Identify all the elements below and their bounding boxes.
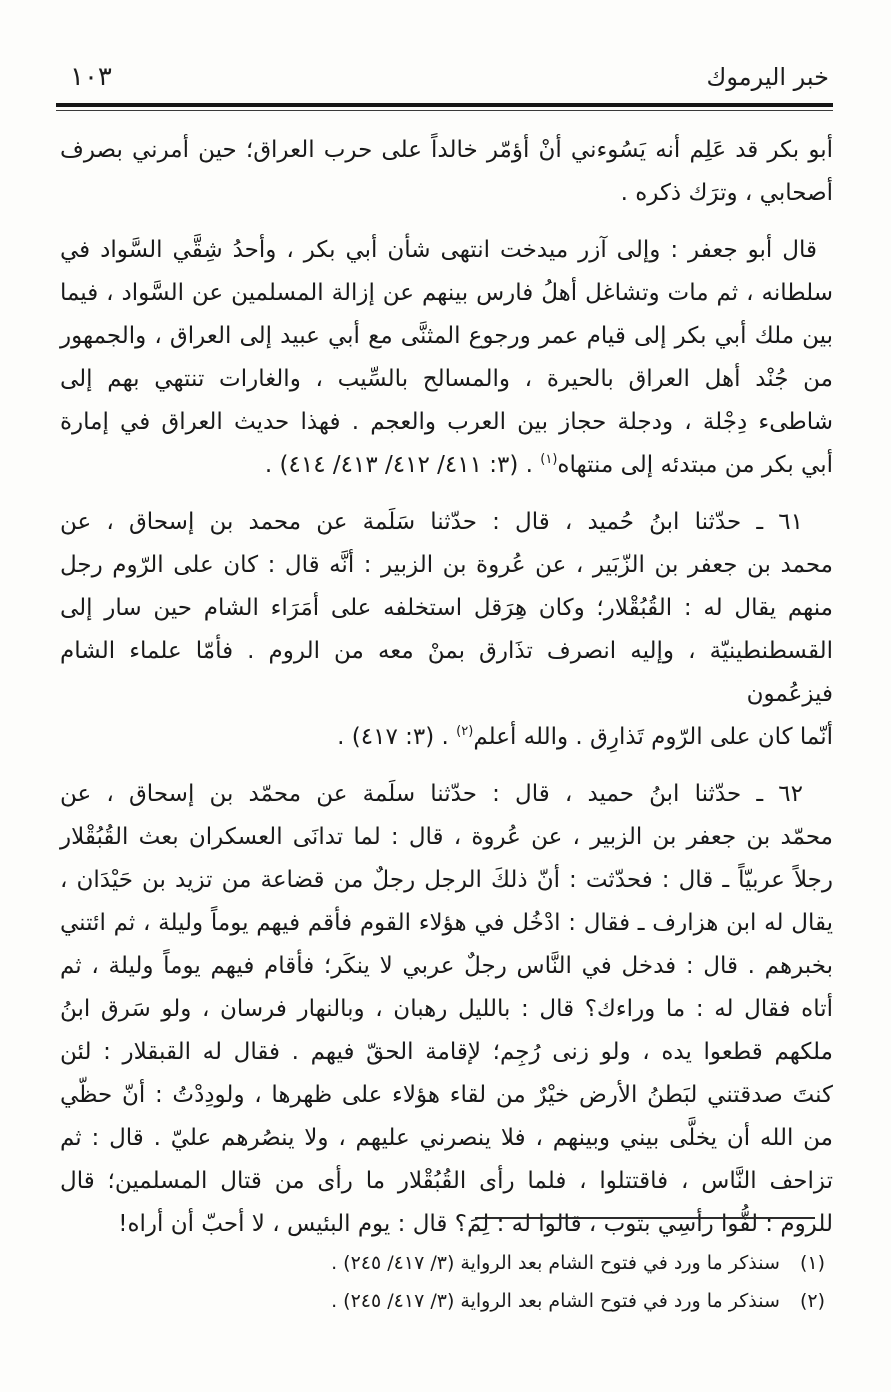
footnote-item: [330, 1244, 825, 1282]
page-header: [70, 62, 829, 92]
text-line: أبي بكر من مبتدئه إلى منتهاه$^{(١)}$ . (٣: ٤١١/ ٤١٢/ ٤١٣/ ٤١٤) .: [264, 452, 833, 478]
text-line: ملكهم قطعوا يده ، ولو زنى رُجِم؛ لإقامة الحقّ فيهم . فقال له القبقلار : لئن: [60, 1039, 833, 1065]
footnote-separator: [475, 1217, 815, 1219]
text-line: أتاه فقال له : ما وراءك؟ قال : بالليل رهبان ، وبالنهار فرسان ، ولو سَرق ابنُ: [60, 996, 833, 1022]
header-rule: [56, 103, 833, 111]
footnote-marker: (١): [799, 1252, 825, 1274]
text-line: من الله أن يخلَّى بيني وبينهم ، فلا ينصرني عليهم ، ولا ينصُرهم عليّ . قال : ثم: [60, 1125, 833, 1151]
text-line: شاطىء دِجْلة ، ودجلة حجاز بين العرب والعجم . فهذا حديث العراق في إمارة: [60, 409, 833, 435]
text-line: يقال له ابن هزارف ـ فقال : ادْخُل في هؤلاء القوم فأقم فيهم يوماً وليلة ، ثم ائتني: [60, 910, 833, 936]
body-text: [60, 129, 833, 1246]
text-line: محمّد بن جعفر بن الزبير ، عن عُروة ، قال : لما تدانَى العسكران بعث القُبُقْلار: [60, 824, 833, 850]
text-line: ٦٢ ـ حدّثنا ابنُ حميد ، قال : حدّثنا سلَمة عن محمّد بن إسحاق ، عن: [60, 781, 803, 807]
text-line: للروم : لفُّوا رأسِي بثوب ، قالوا له : لِمَ؟ قال : يوم البئيس ، لا أحبّ أن أراه!: [118, 1211, 833, 1237]
text-line: رجلاً عربيّاً ـ قال : فحدّثت : أنّ ذلكَ الرجل رجلٌ من قضاعة من تزيد بن حَيْدَان ،: [60, 867, 833, 893]
text-line: بين ملك أبي بكر إلى قيام عمر ورجوع المثنَّى مع أبي عبيد إلى العراق ، والجمهور: [60, 323, 833, 349]
text-line: محمد بن جعفر بن الزّبَير ، عن عُروة بن الزبير : أنَّه قال : كان على الرّوم رجل: [60, 552, 833, 578]
text-line: قال أبو جعفر : وإلى آزر ميدخت انتهى شأن أبي بكر ، وأحدُ شِقَّي السَّواد في: [60, 237, 817, 263]
text-line: منهم يقال له : القُبُقْلار؛ وكان هِرَقل استخلفه على أمَرَاء الشام حين سار إلى: [60, 595, 833, 621]
paragraph: [60, 229, 833, 487]
footnote-text: سنذكر ما ورد في فتوح الشام بعد الرواية (٣/ ٤١٧/ ٢٤٥) .: [331, 1290, 780, 1312]
paragraph: [60, 501, 833, 759]
footnote-item: [330, 1282, 825, 1320]
text-line: القسطنطينيّة ، وإليه انصرف تذَارق بمنْ معه من الروم . فأمّا علماء الشام فيزعُمون: [60, 638, 833, 707]
text-line: سلطانه ، ثم مات وتشاغل أهلُ فارس بينهم عن إزالة المسلمين عن السَّواد ، فيما: [60, 280, 833, 306]
footnotes: [330, 1244, 825, 1320]
text-line: تزاحف النَّاس ، فاقتتلوا ، فلما رأى القُبُقْلار ما رأى من قتال المسلمين؛ قال: [60, 1168, 833, 1194]
text-line: بخبرهم . قال : فدخل في النَّاس رجلٌ عربي لا ينكَر؛ فأقام فيهم يوماً وليلة ، ثم: [60, 953, 833, 979]
text-line: كنتَ صدقتني لبَطنُ الأرض خيْرٌ من لقاء هؤلاء على ظهرها ، ولودِدْتُ : أنّ حظّي: [60, 1082, 833, 1108]
footnote-text: سنذكر ما ورد في فتوح الشام بعد الرواية (٣/ ٤١٧/ ٢٤٥) .: [331, 1252, 780, 1274]
paragraph: [60, 773, 833, 1246]
header-title: خبر اليرموك: [706, 63, 829, 91]
page-number: ١٠٣: [70, 62, 112, 92]
text-line: أنّما كان على الرّوم تَذارِق . والله أعلم$^{(٢)}$ . (٣: ٤١٧) .: [337, 724, 833, 750]
paragraph: [60, 129, 833, 215]
footnote-marker: (٢): [799, 1290, 825, 1312]
text-line: أصحابي ، وترَك ذكره .: [620, 180, 833, 206]
text-line: أبو بكر قد عَلِم أنه يَسُوءني أنْ أؤمّر خالداً على حرب العراق؛ حين أمرني بصرف: [60, 137, 833, 163]
text-line: ٦١ ـ حدّثنا ابنُ حُميد ، قال : حدّثنا سَلَمة عن محمد بن إسحاق ، عن: [60, 509, 803, 535]
text-line: من جُنْد أهل العراق بالحيرة ، والمسالح بالسِّيب ، والغارات تنتهي بهم إلى: [60, 366, 833, 392]
